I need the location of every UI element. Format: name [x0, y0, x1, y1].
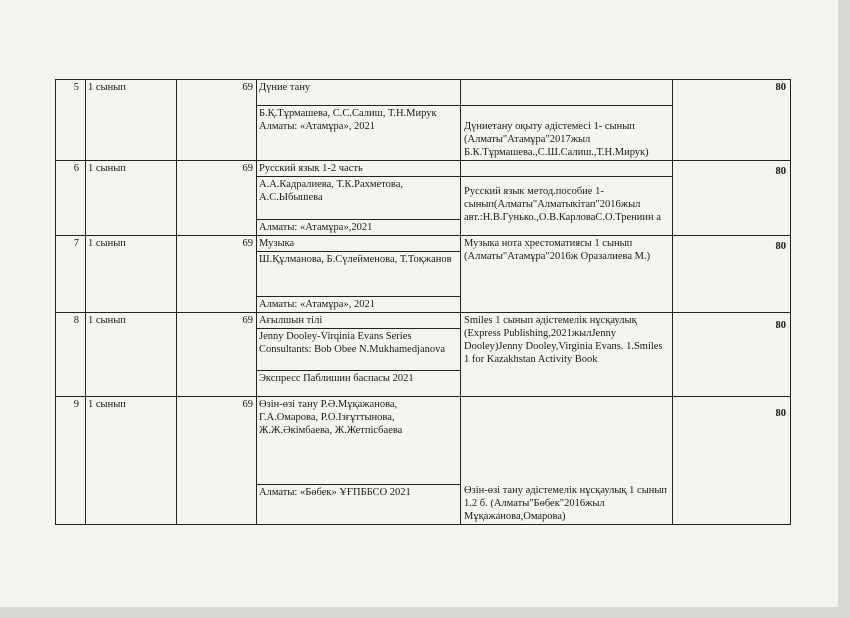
subject-cell: Музыка — [257, 236, 461, 252]
table-row — [56, 161, 791, 177]
subject-cell: Ағылшын тілі — [257, 313, 461, 329]
quantity-cell: 80 — [673, 313, 791, 397]
quantity-cell: 80 — [673, 236, 791, 313]
subject-cell: Өзін-өзі тану Р.Ә.Мұқажанова, Г.А.Омарова, Р.О.Ізғұттынова, Ж.Ж.Әкімбаева, Ж.Жетпісбаева — [257, 397, 461, 485]
publisher-cell: Алматы: «Бөбек» ҰҒПББСО 2021 — [257, 485, 461, 525]
class-cell: 1 сынып — [86, 161, 177, 236]
publisher-cell: Алматы: «Атамұра»,2021 — [257, 220, 461, 236]
quantity-cell: 80 — [673, 80, 791, 161]
row-number: 6 — [56, 161, 86, 236]
publisher-cell: Экспресс Паблишин баспасы 2021 — [257, 371, 461, 397]
authors-cell: Ш.Құлманова, Б.Сүлейменова, Т.Тоқжанов — [257, 252, 461, 297]
publisher-cell: Алматы: «Атамұра», 2021 — [257, 297, 461, 313]
hours-cell: 69 — [177, 161, 257, 236]
hours-cell: 69 — [177, 397, 257, 525]
subject-cell: Русский язык 1-2 часть — [257, 161, 461, 177]
scan-edge-bottom — [0, 607, 850, 618]
row-number: 5 — [56, 80, 86, 161]
subject-cell: Дүние тану — [257, 80, 461, 106]
table-row — [56, 236, 791, 252]
row-number: 9 — [56, 397, 86, 525]
class-cell: 1 сынып — [86, 397, 177, 525]
scan-edge-right — [838, 0, 850, 618]
method-guide-cell: Русский язык метод.пособие 1-сынып(Алматы"Алматыкітап"2016жыл авт.:Н.В.Гунько.,О.В.КарловаС.О.Трениин а — [461, 177, 673, 236]
textbook-table — [55, 79, 791, 525]
authors-cell: А.А.Кадралиева, Т.К.Рахметова, А.С.Ыбышева — [257, 177, 461, 220]
method-guide-cell: Smiles 1 сынып әдістемелік нұсқаулық (Express Publishing,2021жылJenny Dooley)Jenny Dooley,Virginia Evans. 1.Smiles 1 for Kazakhstan Activity Book — [461, 313, 673, 397]
authors-cell: Jenny Dooley-Virqinia Evans Series Consultants: Bob Obee N.Mukhamedjanova — [257, 329, 461, 371]
class-cell: 1 сынып — [86, 80, 177, 161]
method-guide-cell: Өзін-өзі тану әдістемелік нұсқаулық 1 сынып 1.2 б. (Алматы"Бөбек"2016жыл Мұқажанова,Омарова) — [461, 397, 673, 525]
authors-cell: Б.Қ.Тұрмашева, С.С.Салиш, Т.Н.Мирук Алматы: «Атамұра», 2021 — [257, 106, 461, 161]
class-cell: 1 сынып — [86, 236, 177, 313]
class-cell: 1 сынып — [86, 313, 177, 397]
quantity-cell: 80 — [673, 397, 791, 525]
table-row — [56, 397, 791, 485]
empty-cell — [461, 161, 673, 177]
table-row — [56, 313, 791, 329]
quantity-cell: 80 — [673, 161, 791, 236]
table-row — [56, 80, 791, 106]
hours-cell: 69 — [177, 80, 257, 161]
hours-cell: 69 — [177, 313, 257, 397]
hours-cell: 69 — [177, 236, 257, 313]
row-number: 8 — [56, 313, 86, 397]
row-number: 7 — [56, 236, 86, 313]
method-guide-cell: Музыка нота хрестоматиясы 1 сынып (Алматы"Атамұра"2016ж Оразалиева М.) — [461, 236, 673, 313]
method-guide-cell: Дүниетану оқыту әдістемесі 1- сынып (Алматы"Атамұра"2017жыл Б.К.Тұрмашева.,С.Ш.Салиш.,Т.Н.Мирук) — [461, 106, 673, 161]
empty-cell — [461, 80, 673, 106]
